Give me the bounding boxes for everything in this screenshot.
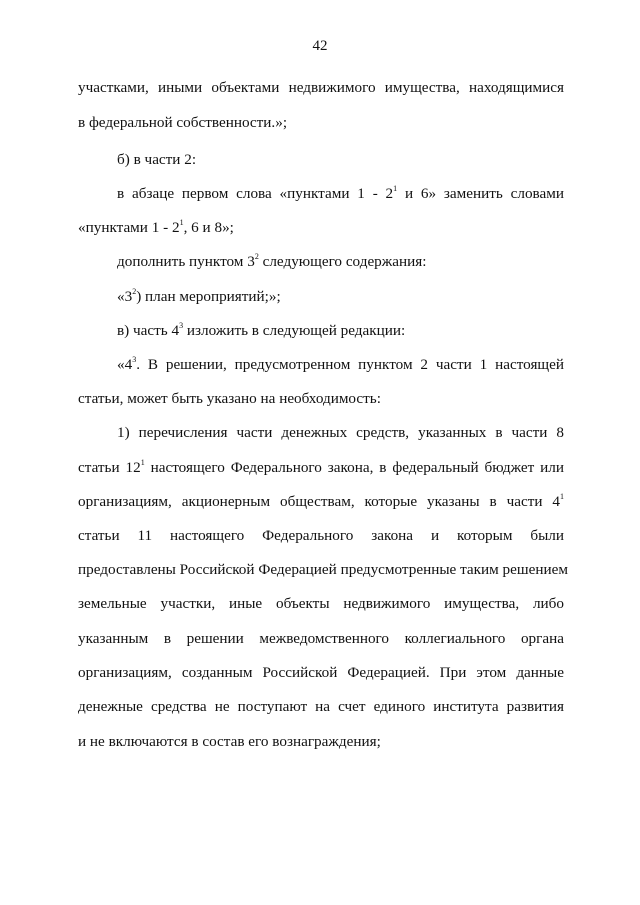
text-span: «3 xyxy=(117,288,133,305)
text-line xyxy=(117,252,564,272)
text-span: денежные средства не поступают на счет единого института развития xyxy=(78,698,564,715)
text-span: организациям, созданным Российской Федерацией. При этом данные xyxy=(78,664,564,681)
text-span: в абзаце первом слова «пунктами 1 - 2 xyxy=(117,185,394,202)
text-line xyxy=(78,594,564,614)
text-span: участками, иными объектами недвижимого имущества, находящимися xyxy=(78,79,564,96)
superscript: 1 xyxy=(179,218,184,227)
superscript: 1 xyxy=(140,458,145,467)
text-span: статьи, может быть указано на необходимость: xyxy=(78,390,381,407)
text-line xyxy=(78,560,568,580)
text-line xyxy=(78,389,564,409)
text-span: и 6» заменить словами xyxy=(397,185,564,202)
text-span: земельные участки, иные объекты недвижимого имущества, либо xyxy=(78,595,564,612)
superscript: 2 xyxy=(254,252,259,261)
text-line xyxy=(117,184,564,204)
text-line xyxy=(78,458,564,478)
text-span: ) план мероприятий;»; xyxy=(136,288,281,305)
text-line xyxy=(78,663,564,683)
text-span: 1) перечисления части денежных средств, указанных в части 8 xyxy=(117,424,564,441)
text-span: указанным в решении межведомственного коллегиального органа xyxy=(78,630,564,647)
text-span: дополнить пунктом 3 xyxy=(117,253,255,270)
text-span: статьи 12 xyxy=(78,459,141,476)
superscript: 3 xyxy=(132,355,137,364)
text-line xyxy=(78,218,564,238)
text-line xyxy=(78,492,564,512)
text-line xyxy=(78,526,564,546)
text-span: настоящего Федерального закона, в федеральный бюджет или xyxy=(144,459,564,476)
text-line xyxy=(78,78,564,98)
superscript: 2 xyxy=(132,287,137,296)
text-span: изложить в следующей редакции: xyxy=(183,322,406,339)
text-line xyxy=(78,732,564,752)
text-line xyxy=(117,287,564,307)
text-span: в) часть 4 xyxy=(117,322,180,339)
text-span: , 6 и 8»; xyxy=(183,219,234,236)
text-span: «4 xyxy=(117,356,133,373)
page-number: 42 xyxy=(312,38,328,54)
text-line xyxy=(78,629,564,649)
text-line xyxy=(117,150,564,170)
text-line xyxy=(78,697,564,717)
text-span: и не включаются в состав его вознаграждения; xyxy=(78,733,381,750)
superscript: 3 xyxy=(179,321,184,330)
text-line xyxy=(117,423,564,443)
text-line xyxy=(78,113,564,133)
text-span: следующего содержания: xyxy=(258,253,427,270)
text-span: в федеральной собственности.»; xyxy=(78,114,288,131)
text-span: «пунктами 1 - 2 xyxy=(78,219,180,236)
superscript: 1 xyxy=(393,184,398,193)
text-span: предоставлены Российской Федерацией предусмотренные таким решением xyxy=(78,561,568,578)
text-line xyxy=(117,355,564,375)
text-span: б) в части 2: xyxy=(117,151,197,168)
text-line xyxy=(117,321,564,341)
text-span: организациям, акционерным обществам, которые указаны в части 4 xyxy=(78,493,560,510)
text-span: . В решении, предусмотренном пунктом 2 части 1 настоящей xyxy=(136,356,564,373)
superscript: 1 xyxy=(560,492,564,501)
text-span: статьи 11 настоящего Федерального закона и которым были xyxy=(78,527,564,544)
